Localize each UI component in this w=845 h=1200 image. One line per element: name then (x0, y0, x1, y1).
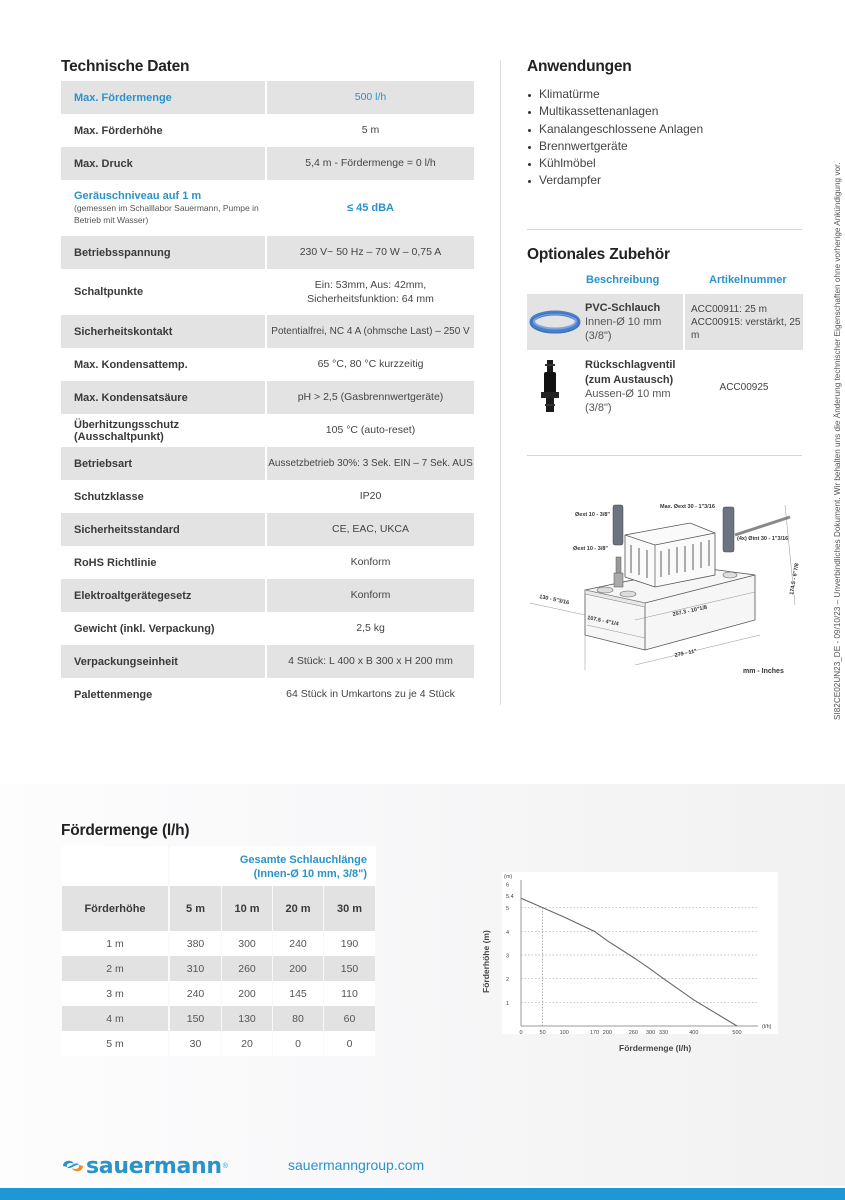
section-divider (527, 455, 802, 456)
hose-coil-icon (527, 294, 585, 350)
chart-y-tick-label: 5.4 (506, 894, 514, 901)
chart-x-tick-label: 0 (519, 1030, 523, 1034)
spec-row (61, 414, 474, 447)
flow-rate-table (62, 886, 376, 1056)
chart-y-tick-label: 6 (506, 882, 510, 889)
spec-row (61, 381, 474, 414)
accessory-row (527, 294, 803, 350)
spec-label: Sicherheitskontakt (61, 315, 265, 348)
section-divider (527, 229, 802, 230)
spec-row (61, 81, 474, 114)
flow-table-corner (62, 846, 168, 886)
chart-y-tick-label: 3 (506, 953, 510, 960)
spec-value: 65 °C, 80 °C kurzzeitig (317, 358, 424, 371)
spec-row (61, 447, 474, 480)
drawing-label: 174.5 - 6"7/8 (789, 562, 801, 596)
spec-value: Konform (267, 579, 474, 612)
article-number: ACC00915: verstärkt, 25 m (691, 316, 801, 341)
spec-row (61, 612, 474, 645)
accessory-row (527, 356, 803, 418)
chart-y-tick-label: 4 (506, 929, 510, 936)
column-divider (500, 60, 501, 705)
spec-label: Max. Förderhöhe (74, 124, 163, 137)
flow-cell: 2 m (62, 956, 168, 981)
flow-cell: 150 (170, 1006, 221, 1031)
spec-value: 105 °C (auto-reset) (325, 424, 416, 437)
spec-label: Überhitzungsschutz (Ausschaltpunkt) (74, 418, 180, 443)
chart-x-tick-label: 170 (589, 1030, 600, 1034)
spec-value: Aussetzbetrieb 30%: 3 Sek. EIN – 7 Sek. AUS (267, 447, 474, 480)
flow-table-row (62, 1006, 376, 1031)
spec-row (61, 269, 474, 315)
check-valve-icon (527, 356, 585, 418)
spec-value: 500 l/h (267, 81, 474, 114)
spec-value-line: Sicherheitsfunktion: 64 mm (307, 293, 434, 305)
drawing-label: (4x) Øint 30 - 1"3/16 (737, 536, 789, 542)
drawing-label: 257.3 - 10"1/8 (672, 604, 708, 618)
spec-value: 64 Stück in Umkartons zu je 4 Stück (286, 688, 455, 701)
spec-value: 4 Stück: L 400 x B 300 x H 200 mm (267, 645, 474, 678)
application-item: Klimatürme (527, 86, 703, 103)
accessory-article (685, 294, 803, 350)
spec-row (61, 546, 474, 579)
drawing-label: 130 - 5"3/16 (538, 594, 570, 607)
sauermann-logo (60, 1154, 228, 1178)
drawing-label: Max. Øext 30 - 1"3/16 (660, 504, 715, 510)
chart-series-line (521, 898, 737, 1026)
spec-label: RoHS Richtlinie (74, 556, 157, 569)
accessory-description (527, 356, 683, 418)
flow-header-cell: Förderhöhe (62, 886, 168, 931)
tech-section-title: Technische Daten (61, 58, 190, 75)
chart-x-tick-label: 50 (539, 1030, 546, 1034)
chart-x-tick-label: 500 (732, 1030, 742, 1034)
chart-x-axis-title: Fördermenge (l/h) (619, 1043, 692, 1053)
drawing-label: 107.5 - 4"1/4 (586, 615, 620, 628)
accessory-spec: Aussen-Ø 10 mm (585, 388, 671, 400)
spec-value: 2,5 kg (356, 622, 385, 635)
spec-row (61, 348, 474, 381)
chart-y-tick-label: 5 (506, 906, 510, 913)
spec-value: 230 V~ 50 Hz – 70 W – 0,75 A (267, 236, 474, 269)
accessories-title: Optionales Zubehör (527, 246, 670, 263)
chart-x-tick-label: 100 (559, 1030, 569, 1034)
flow-cell: 200 (222, 981, 272, 1006)
spec-row (61, 180, 474, 236)
accessories-col-article: Artikelnummer (709, 274, 787, 286)
flow-cell: 20 (222, 1031, 272, 1056)
accessory-article: ACC00925 (719, 381, 769, 393)
flow-cell: 1 m (62, 931, 168, 956)
flow-cell: 30 (170, 1031, 221, 1056)
pump-dimension-drawing (525, 495, 810, 685)
flow-table-subheader: Gesamte Schlauchlänge (239, 854, 367, 866)
spec-row (61, 480, 474, 513)
spec-value: Konform (350, 556, 391, 569)
spec-label: Max. Kondensatsäure (61, 381, 265, 414)
spec-row (61, 513, 474, 546)
spec-value-line: Ein: 53mm, Aus: 42mm, (314, 278, 427, 291)
application-item: Brennwertgeräte (527, 138, 703, 155)
application-item: Multikassettenanlagen (527, 103, 703, 120)
flow-table-row (62, 981, 376, 1006)
flow-cell: 200 (273, 956, 323, 981)
accessory-spec: Innen-Ø 10 mm (585, 315, 662, 328)
flow-cell: 80 (273, 1006, 323, 1031)
application-item: Verdampfer (527, 172, 703, 189)
spec-row (61, 645, 474, 678)
chart-y-axis-title: Förderhöhe (m) (481, 930, 491, 993)
chart-y-tick-label: 2 (506, 977, 510, 984)
applications-title: Anwendungen (527, 58, 632, 75)
spec-row (61, 315, 474, 348)
spec-value (267, 269, 474, 315)
flow-cell: 0 (324, 1031, 375, 1056)
flow-header-cell: 5 m (170, 886, 221, 931)
spec-row (61, 147, 474, 180)
tech-spec-table (61, 81, 474, 711)
document-disclaimer: SI82CE02UN23_DE - 09/10/23 – Unverbindliches Dokument. Wir behalten uns die Änderung technischer Eigenschaften ohne vorherige Ankündigung vor. (833, 162, 842, 720)
accessory-spec: (3/8") (585, 330, 612, 343)
spec-value: 5 m (361, 124, 380, 137)
sauermann-logo-icon (60, 1157, 86, 1175)
accessory-name: PVC-Schlauch (585, 301, 661, 314)
spec-row (61, 114, 474, 147)
applications-list (527, 86, 703, 190)
spec-row (61, 236, 474, 269)
chart-x-tick-label: 200 (602, 1030, 612, 1034)
flow-table-row (62, 1031, 376, 1056)
flow-cell: 5 m (62, 1031, 168, 1056)
drawing-label: Øext 10 - 3/8" (575, 512, 611, 518)
flow-table-row (62, 956, 376, 981)
spec-label: Max. Fördermenge (61, 81, 265, 114)
spec-row (61, 678, 474, 711)
flow-cell: 240 (273, 931, 323, 956)
spec-label: Elektroaltgerätegesetz (61, 579, 265, 612)
flow-header-cell: 30 m (324, 886, 375, 931)
spec-label-main: Geräuschniveau auf 1 m (74, 190, 202, 203)
spec-label: Max. Druck (61, 147, 265, 180)
flow-cell: 310 (170, 956, 221, 981)
flow-cell: 130 (222, 1006, 272, 1031)
website-link[interactable]: sauermanngroup.com (288, 1157, 425, 1173)
chart-x-tick-label: 260 (628, 1030, 638, 1034)
application-item: Kanalangeschlossene Anlagen (527, 121, 703, 138)
flow-cell: 145 (273, 981, 323, 1006)
spec-label: Betriebsart (61, 447, 265, 480)
flow-cell: 0 (273, 1031, 323, 1056)
spec-label: Gewicht (inkl. Verpackung) (74, 622, 215, 635)
flow-cell: 380 (170, 931, 221, 956)
accessories-col-description: Beschreibung (586, 274, 660, 286)
flow-cell: 150 (324, 956, 375, 981)
spec-label-note: (gemessen im Schalllabor Sauermann, Pumpe in Betrieb mit Wasser) (74, 203, 259, 225)
chart-x-tick-label: 400 (689, 1030, 699, 1034)
flow-cell: 3 m (62, 981, 168, 1006)
drawing-label: Øext 10 - 3/8" (573, 546, 609, 552)
spec-label: Schutzklasse (74, 490, 144, 503)
chart-x-tick-label: 300 (646, 1030, 656, 1034)
registered-mark: ® (222, 1162, 228, 1170)
flow-cell: 190 (324, 931, 375, 956)
pump-curve-svg (502, 872, 778, 1034)
drawing-label: 279 - 11" (674, 648, 698, 659)
spec-label: Verpackungseinheit (61, 645, 265, 678)
footer-bar (0, 1188, 845, 1200)
chart-y-unit: (m) (504, 874, 513, 880)
flow-table-header (62, 886, 376, 931)
brand-name: sauermann (86, 1153, 222, 1179)
spec-value: pH > 2,5 (Gasbrennwertgeräte) (267, 381, 474, 414)
spec-label: Max. Kondensattemp. (74, 358, 188, 371)
spec-row (61, 579, 474, 612)
flow-cell: 240 (170, 981, 221, 1006)
flow-table-row (62, 931, 376, 956)
spec-value: Potentialfrei, NC 4 A (ohmsche Last) – 250 V (267, 315, 474, 348)
spec-label: Palettenmenge (74, 688, 153, 701)
spec-label: Sicherheitsstandard (61, 513, 265, 546)
chart-x-unit: (l/h) (762, 1024, 772, 1030)
spec-label: Schaltpunkte (74, 286, 144, 298)
flow-cell: 300 (222, 931, 272, 956)
spec-value: ≤ 45 dBA (347, 201, 394, 214)
flow-cell: 60 (324, 1006, 375, 1031)
application-item: Kühlmöbel (527, 155, 703, 172)
flow-header-cell: 10 m (222, 886, 272, 931)
flow-table-subheader-note: (Innen-Ø 10 mm, 3/8") (253, 868, 367, 880)
spec-value: IP20 (359, 490, 382, 503)
accessory-description (527, 294, 683, 350)
spec-value: 5,4 m - Fördermenge = 0 l/h (267, 147, 474, 180)
drawing-units: mm - Inches (743, 668, 784, 675)
chart-y-tick-label: 1 (506, 1000, 510, 1007)
spec-label (61, 180, 265, 236)
accessory-spec: (3/8") (585, 402, 612, 415)
flow-cell: 110 (324, 981, 375, 1006)
flow-cell: 4 m (62, 1006, 168, 1031)
accessory-name: Rückschlagventil (585, 359, 676, 372)
flow-section-title: Fördermenge (l/h) (61, 822, 190, 839)
chart-x-tick-label: 330 (658, 1030, 669, 1034)
article-number: ACC00911: 25 m (691, 303, 767, 315)
spec-value: CE, EAC, UKCA (267, 513, 474, 546)
spec-label: Betriebsspannung (61, 236, 265, 269)
pump-curve-chart (502, 872, 778, 1034)
flow-cell: 260 (222, 956, 272, 981)
flow-table-subheader-bg (170, 846, 376, 886)
flow-header-cell: 20 m (273, 886, 323, 931)
accessory-name-note: (zum Austausch) (585, 373, 674, 386)
